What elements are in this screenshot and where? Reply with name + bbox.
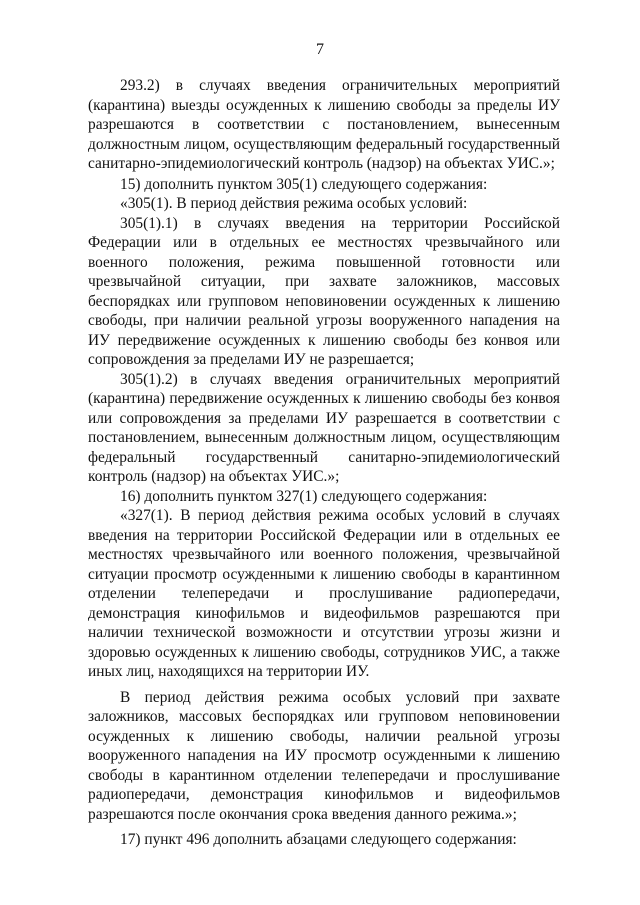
document-body bbox=[88, 76, 560, 850]
paragraph-item-15: 15) дополнить пунктом 305(1) следующего содержания: bbox=[120, 175, 488, 193]
paragraph-327-1: «327(1). В период действия режима особых условий в случаях введения на территории Российской Федерации или в отдельных ее местностях чрезвычайного или военного положения, чрезвычайной ситуации просмотр осужденными к лишению свободы в карантинном отделении телепередачи и прослушивание радиопередачи, демонстрация кинофильмов и видеофильмов разрешаются при наличии технической возможности и отсутствии угрозы жизни и здоровью осужденных к лишению свободы, сотрудников УИС, а также иных лиц, находящихся на территории ИУ. bbox=[88, 507, 560, 680]
paragraph-305-1-2: 305(1).2) в случаях введения ограничительных мероприятий (карантина) передвижение осужденных к лишению свободы без конвоя или сопровождения за пределами ИУ разрешается в соответствии с постановлением, вынесенным должностным лицом, осуществляющим федеральный государственный санитарно-эпидемиологический контроль (надзор) на объектах УИС.»; bbox=[88, 370, 560, 485]
page-number: 7 bbox=[316, 41, 324, 58]
paragraph-293-2: 293.2) в случаях введения ограничительных мероприятий (карантина) выезды осужденных к лишению свободы за пределы ИУ разрешаются в соответствии с постановлением, вынесенным должностным лицом, осуществляющим федеральный государственный санитарно-эпидемиологический контроль (надзор) на объектах УИС.»; bbox=[88, 77, 560, 172]
paragraph-305-1-1: 305(1).1) в случаях введения на территории Российской Федерации или в отдельных ее местностях чрезвычайного или военного положения, режима повышенной готовности или чрезвычайной ситуации, при захвате заложников, массовых беспорядках или групповом неповиновении осужденных к лишению свободы, при наличии реальной угрозы вооруженного нападения на ИУ передвижение осужденных к лишению свободы без конвоя или сопровождения за пределами ИУ не разрешается; bbox=[88, 214, 560, 368]
paragraph-item-17: 17) пункт 496 дополнить абзацами следующего содержания: bbox=[120, 831, 517, 848]
paragraph-305-1: «305(1). В период действия режима особых условий: bbox=[120, 195, 468, 212]
paragraph-item-16: 16) дополнить пунктом 327(1) следующего содержания: bbox=[120, 487, 488, 505]
paragraph-special-regime: В период действия режима особых условий при захвате заложников, массовых беспорядках или групповом неповиновении осужденных к лишению свободы, наличии реальной угрозы вооруженного нападения на ИУ просмотр осужденными к лишению свободы в карантинном отделении телепередачи и прослушивание радиопередачи, демонстрация кинофильмов и видеофильмов разрешаются после окончания срока введения данного режима.»; bbox=[88, 688, 560, 823]
